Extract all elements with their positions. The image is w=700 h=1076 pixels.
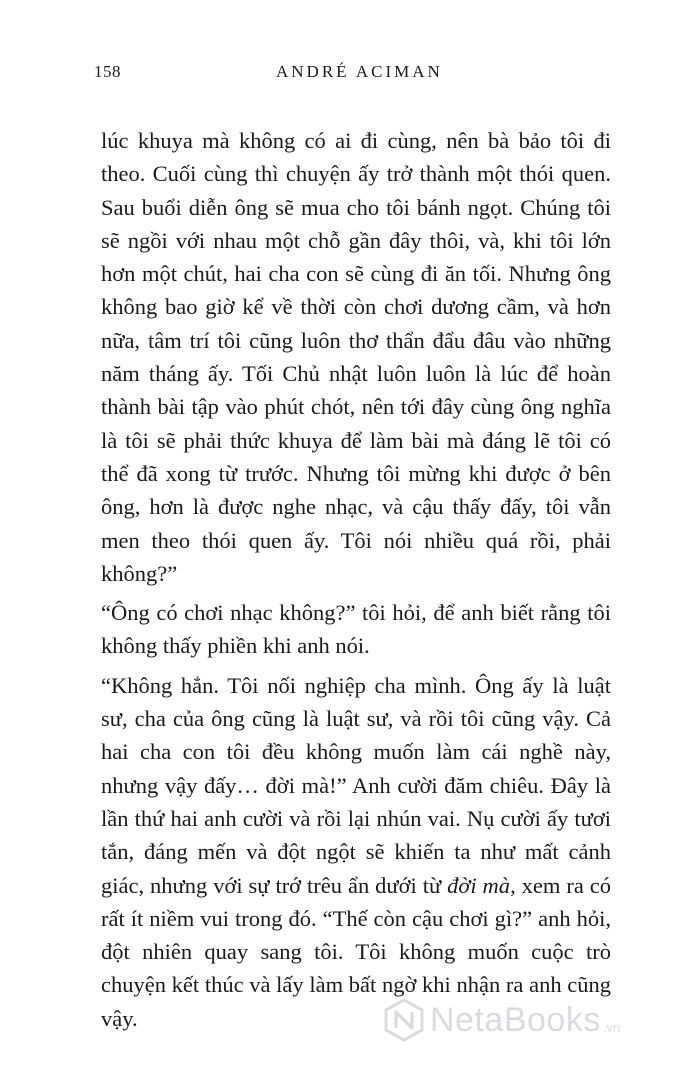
paragraph-3-run-3: , xem ra có rất ít niềm vui trong đó. “Thế còn cậu chơi gì?” anh hỏi, đột nhiên quay sang tôi. Tôi không muốn cuộc trò chuyện kết thúc và lấy làm bất ngờ khi nhận ra anh cũng vậy. xyxy=(101,872,611,1031)
watermark xyxy=(382,998,620,1042)
paragraph-2-run-1: “Ông có chơi nhạc không?” tôi hỏi, để anh biết rằng tôi không thấy phiền khi anh nói. xyxy=(101,600,611,659)
paragraph-3 xyxy=(101,669,611,1035)
paragraph-2 xyxy=(101,596,611,663)
running-head-author: ANDRÉ ACIMAN xyxy=(276,62,443,81)
page-header xyxy=(94,62,606,86)
paragraph-3-run-1: “Không hẳn. Tôi nối nghiệp cha mình. Ông ấy là luật sư, cha của ông cũng là luật sư, và rồi tôi cũng vậy. Cả hai cha con tôi đều không muốn làm cái nghề này, nhưng vậy đấy… đời mà!” Anh cười đăm chiêu. Đây là lần thứ hai anh cười và rồi lại nhún vai. Nụ cười ấy tươi tắn, đáng mến và đột ngột sẽ khiến ta như mất cảnh giác, nhưng với sự trớ trêu ẩn dưới từ xyxy=(101,672,611,898)
page-number: 158 xyxy=(94,62,121,81)
paragraph-3-italic-run: đời mà xyxy=(447,872,511,898)
paragraph-1 xyxy=(101,124,611,590)
body-text xyxy=(101,124,611,1041)
netabooks-logo-icon xyxy=(382,998,426,1042)
watermark-domain: .vn xyxy=(602,1019,621,1035)
paragraph-1-run-1: lúc khuya mà không có ai đi cùng, nên bà bảo tôi đi theo. Cuối cùng thì chuyện ấy trở thành một thói quen. Sau buổi diễn ông sẽ mua cho tôi bánh ngọt. Chúng tôi sẽ ngồi với nhau một chỗ gần đây thôi, và, khi tôi lớn hơn một chút, hai cha con sẽ cùng đi ăn tối. Nhưng ông không bao giờ kể về thời còn chơi dương cầm, và hơn nữa, tâm trí tôi cũng luôn thơ thẩn đẩu đâu vào những năm tháng ấy. Tối Chủ nhật luôn luôn là lúc để hoàn thành bài tập vào phút chót, nên tới đây cùng ông nghĩa là tôi sẽ phải thức khuya để làm bài mà đáng lẽ tôi có thể đã xong từ trước. Nhưng tôi mừng khi được ở bên ông, hơn là được nghe nhạc, và cậu thấy đấy, tôi vẫn men theo thói quen ấy. Tôi nói nhiều quá rồi, phải không?” xyxy=(101,128,611,586)
watermark-name: NetaBooks xyxy=(430,1000,601,1039)
